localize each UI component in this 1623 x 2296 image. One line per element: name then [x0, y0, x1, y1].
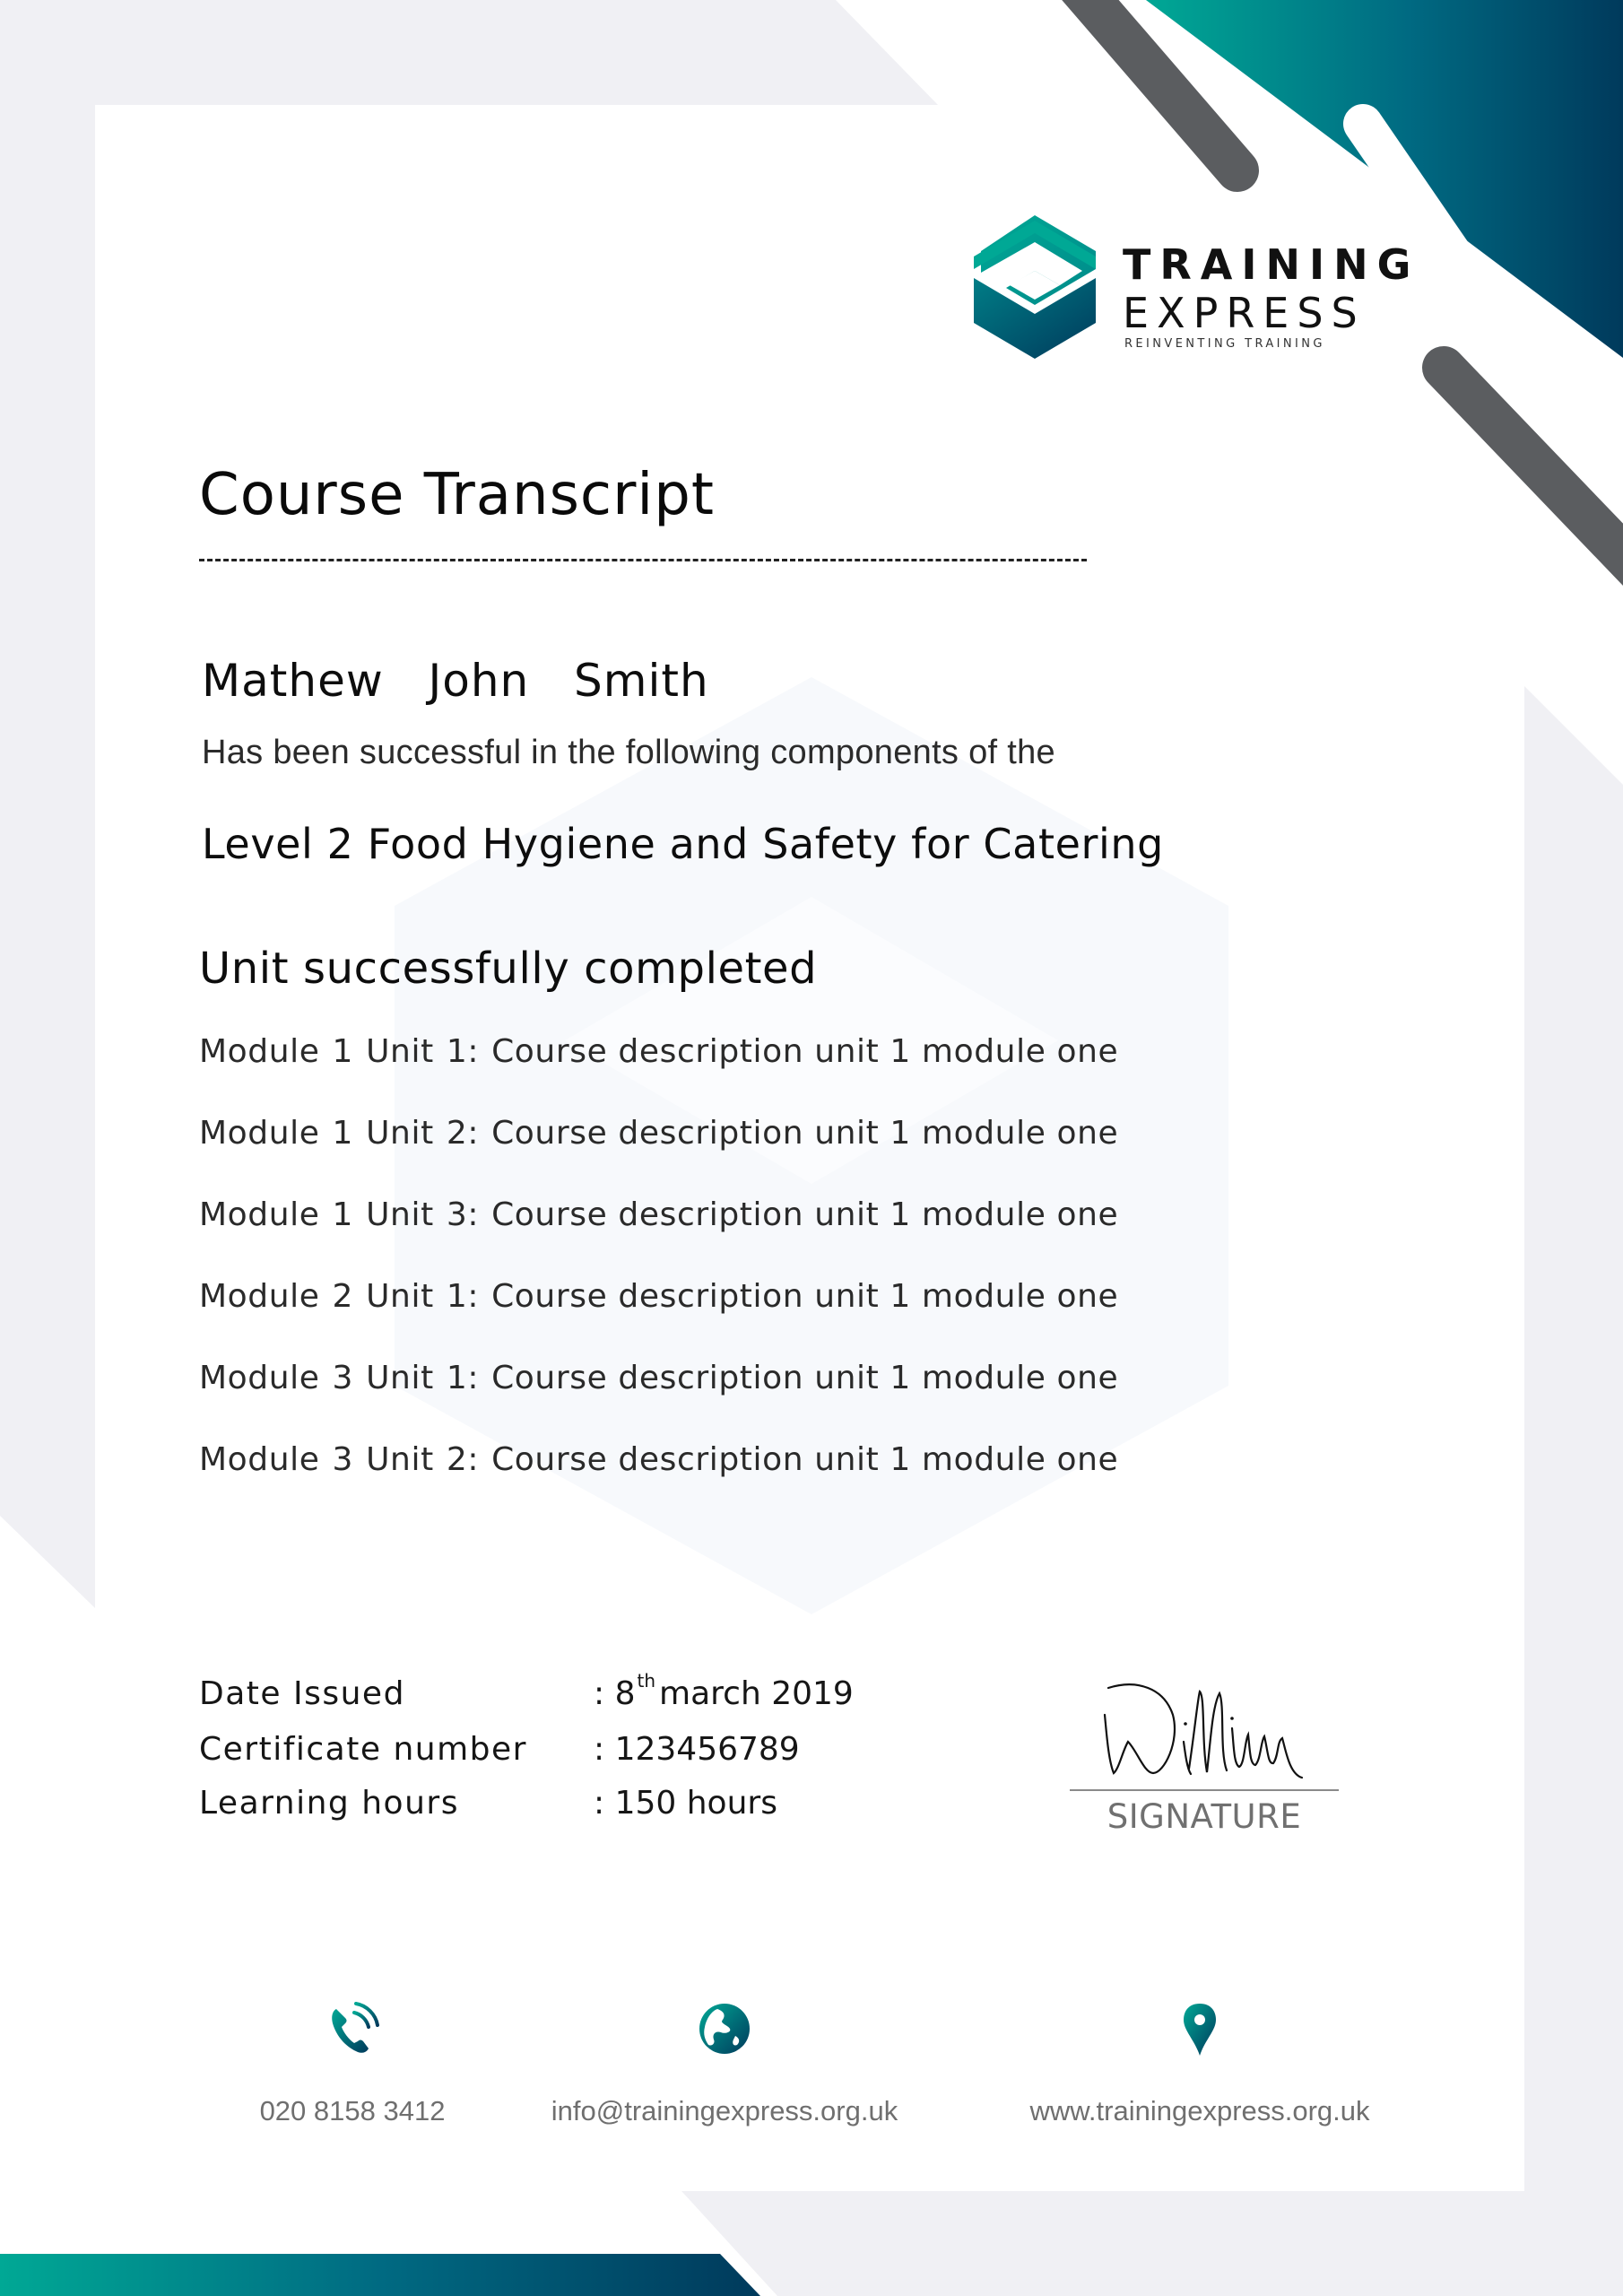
statement-text: Has been successful in the following components of the — [202, 734, 1055, 771]
brand-name-line1: TRAINING — [1123, 240, 1420, 289]
contact-email — [536, 2000, 913, 2127]
module-item — [199, 1360, 1118, 1396]
date-issued-label: Date Issued — [199, 1675, 405, 1712]
module-code: Module 3 Unit 1: — [199, 1360, 480, 1396]
date-ordinal: th — [637, 1670, 656, 1692]
date-issued-value — [594, 1670, 854, 1712]
certificate-number-label: Certificate number — [199, 1731, 527, 1768]
module-item — [199, 1278, 1118, 1315]
module-item — [199, 1441, 1118, 1478]
contact-phone — [164, 2000, 541, 2127]
contact-website-text[interactable]: www.trainingexpress.org.uk — [1029, 2095, 1370, 2126]
module-code: Module 1 Unit 2: — [199, 1115, 480, 1152]
module-item — [199, 1033, 1118, 1070]
page-title: Course Transcript — [199, 462, 715, 528]
location-pin-icon — [1171, 2000, 1228, 2057]
globe-icon — [696, 2000, 753, 2057]
contact-phone-text[interactable]: 020 8158 3412 — [259, 2095, 446, 2126]
title-divider — [199, 559, 1087, 561]
course-name: Level 2 Food Hygiene and Safety for Catering — [202, 820, 1164, 868]
module-item — [199, 1196, 1118, 1233]
module-code: Module 3 Unit 2: — [199, 1441, 480, 1478]
signature-label: SIGNATURE — [1107, 1797, 1302, 1836]
signature-image — [1101, 1679, 1309, 1783]
phone-icon — [324, 2000, 381, 2057]
signature-line — [1070, 1789, 1339, 1791]
brand-name-line2: EXPRESS — [1123, 289, 1366, 337]
module-description: Course description unit 1 module one — [491, 1115, 1119, 1152]
module-description: Course description unit 1 module one — [491, 1033, 1119, 1070]
module-description: Course description unit 1 module one — [491, 1441, 1119, 1478]
module-code: Module 2 Unit 1: — [199, 1278, 480, 1315]
brand-tagline: REINVENTING TRAINING — [1124, 337, 1325, 351]
module-code: Module 1 Unit 3: — [199, 1196, 480, 1233]
contact-email-text[interactable]: info@trainingexpress.org.uk — [551, 2095, 898, 2126]
brand-logo — [970, 215, 1100, 359]
logo-hexagon-icon — [970, 215, 1100, 359]
recipient-name: Mathew John Smith — [202, 655, 709, 707]
certificate-number-value: : 123456789 — [594, 1731, 800, 1768]
learning-hours-value: : 150 hours — [594, 1785, 777, 1822]
date-month-year: march 2019 — [659, 1675, 854, 1712]
module-description: Course description unit 1 module one — [491, 1278, 1119, 1315]
module-description: Course description unit 1 module one — [491, 1360, 1119, 1396]
date-day: : 8 — [594, 1675, 636, 1712]
module-code: Module 1 Unit 1: — [199, 1033, 480, 1070]
module-item — [199, 1115, 1118, 1152]
units-heading: Unit successfully completed — [199, 944, 818, 994]
module-description: Course description unit 1 module one — [491, 1196, 1119, 1233]
learning-hours-label: Learning hours — [199, 1785, 459, 1822]
contact-website — [1011, 2000, 1388, 2127]
